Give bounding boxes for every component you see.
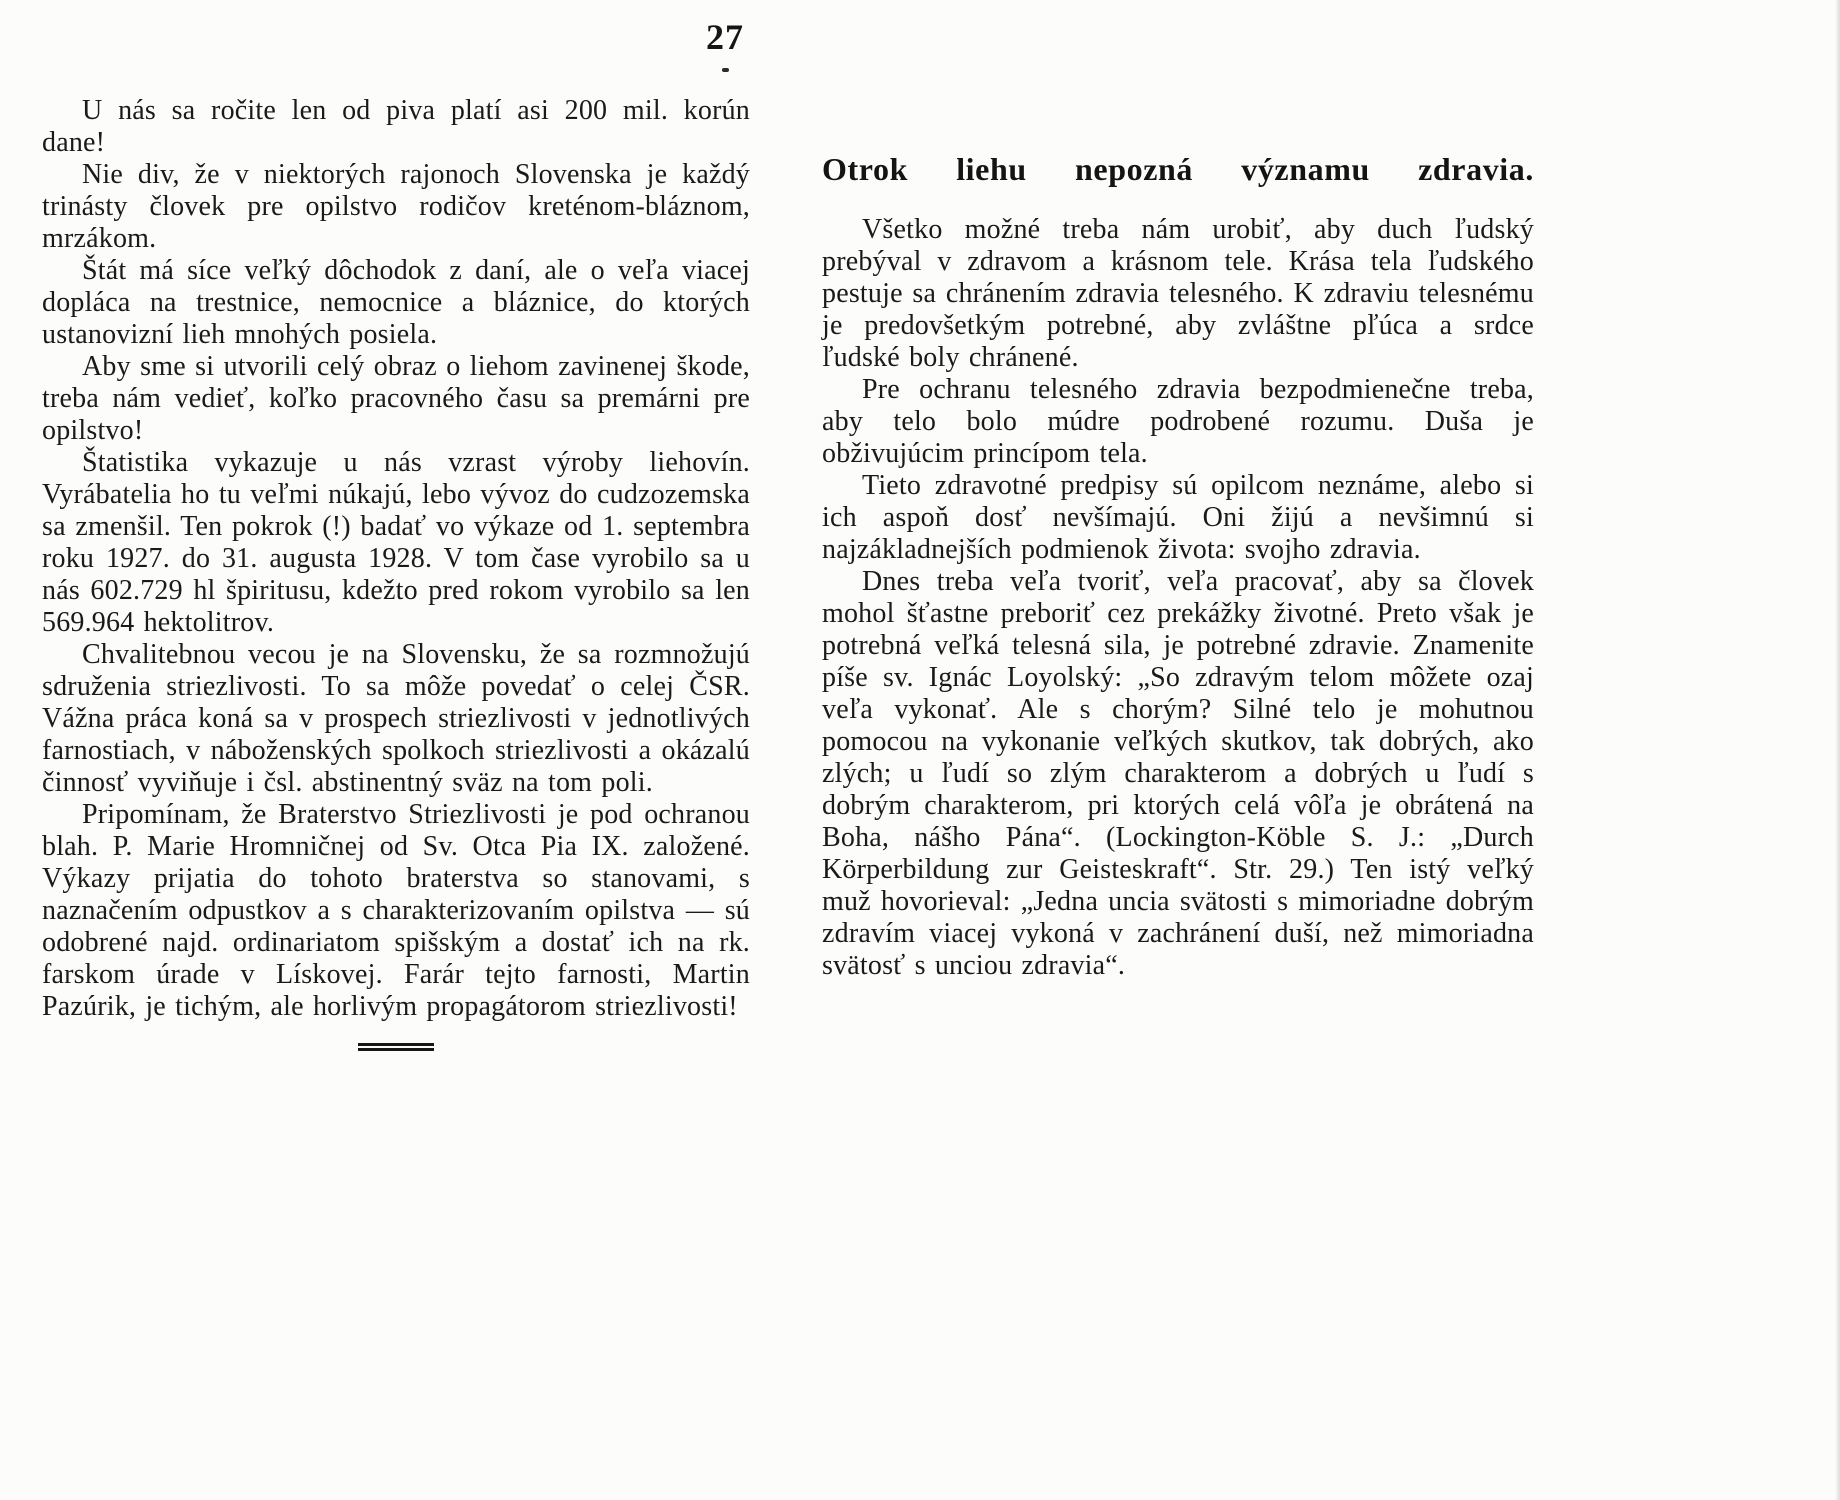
paragraph: Štát má síce veľký dôchodok z daní, ale o veľa viacej dopláca na trestnice, nemocnice a bláznice, do ktorých ustanovizní lieh mnohých posiela. <box>42 255 750 350</box>
page-number-ornament <box>722 68 729 72</box>
section-divider <box>358 1043 434 1051</box>
paragraph: U nás sa ročite len od piva platí asi 200 mil. korún dane! <box>42 95 750 158</box>
section-heading: Otrok liehu nepozná významu zdravia. <box>822 151 1534 187</box>
right-column <box>822 150 1534 982</box>
paragraph: Pre ochranu telesného zdravia bezpodmienečne treba, aby telo bolo múdre podrobené rozumu. Duša je obživujúcim princípom tela. <box>822 374 1534 469</box>
left-column <box>42 95 750 1051</box>
paragraph: Pripomínam, že Braterstvo Striezlivosti je pod ochranou blah. P. Marie Hromničnej od Sv. Otca Pia IX. založené. Výkazy prijatia do tohoto braterstva so stanovami, s naznačením odpustkov a s charakterizovaním opilstva — sú odobrené najd. ordinariatom spišským a dostať ich na rk. farskom úrade v Lískovej. Farár tejto farnosti, Martin Pazúrik, je tichým, ale horlivým propagátorom striezlivosti! <box>42 799 750 1022</box>
page-header <box>660 16 790 72</box>
paragraph: Štatistika vykazuje u nás vzrast výroby liehovín. Vyrábatelia ho tu veľmi núkajú, lebo vývoz do cudzozemska sa zmenšil. Ten pokrok (!) badať vo výkaze od 1. septembra roku 1927. do 31. augusta 1928. V tom čase vyrobilo sa u nás 602.729 hl špiritusu, kdežto pred rokom vyrobilo sa len 569.964 hektolitrov. <box>42 447 750 638</box>
paragraph: Tieto zdravotné predpisy sú opilcom neznáme, alebo si ich aspoň dosť nevšímajú. Oni žijú a nevšimnú si najzákladnejších podmienok života: svojho zdravia. <box>822 470 1534 565</box>
page-number: 27 <box>706 17 744 57</box>
paragraph: Všetko možné treba nám urobiť, aby duch ľudský prebýval v zdravom a krásnom tele. Krása tela ľudského pestuje sa chránením zdravia telesného. K zdraviu telesnému je predovšetkým potrebné, aby zvláštne pľúca a srdce ľudské boly chránené. <box>822 214 1534 373</box>
paragraph: Nie div, že v niektorých rajonoch Slovenska je každý trinásty človek pre opilstvo rodičov kreténom-bláznom, mrzákom. <box>42 159 750 254</box>
paragraph: Dnes treba veľa tvoriť, veľa pracovať, aby sa človek mohol šťastne preboriť cez prekážky životné. Preto však je potrebná veľká telesná sila, je potrebné zdravie. Znamenite píše sv. Ignác Loyolský: „So zdravým telom môžete ozaj veľa vykonať. Ale s chorým? Silné telo je mohutnou pomocou na vykonanie veľkých skutkov, tak dobrých, ako zlých; u ľudí so zlým charakterom a dobrých u ľudí s dobrým charakterom, pri ktorých celá vôľa je obrátená na Boha, nášho Pána“. (Lockington-Köble S. J.: „Durch Körperbildung zur Geisteskraft“. Str. 29.) Ten istý veľký muž hovorieval: „Jedna uncia svätosti s mimoriadne dobrým zdravím viacej vykoná v zachránení duší, než mimoriadna svätosť s unciou zdravia“. <box>822 566 1534 981</box>
paragraph: Chvalitebnou vecou je na Slovensku, že sa rozmnožujú sdruženia striezlivosti. To sa môže povedať o celej ČSR. Vážna práca koná sa v prospech striezlivosti v jednotlivých farnostiach, v náboženských spolkoch striezlivosti a okázalú činnosť vyviňuje i čsl. abstinentný sväz na tom poli. <box>42 639 750 798</box>
paragraph: Aby sme si utvorili celý obraz o liehom zavinenej škode, treba nám vedieť, koľko pracovného času sa premárni pre opilstvo! <box>42 351 750 446</box>
